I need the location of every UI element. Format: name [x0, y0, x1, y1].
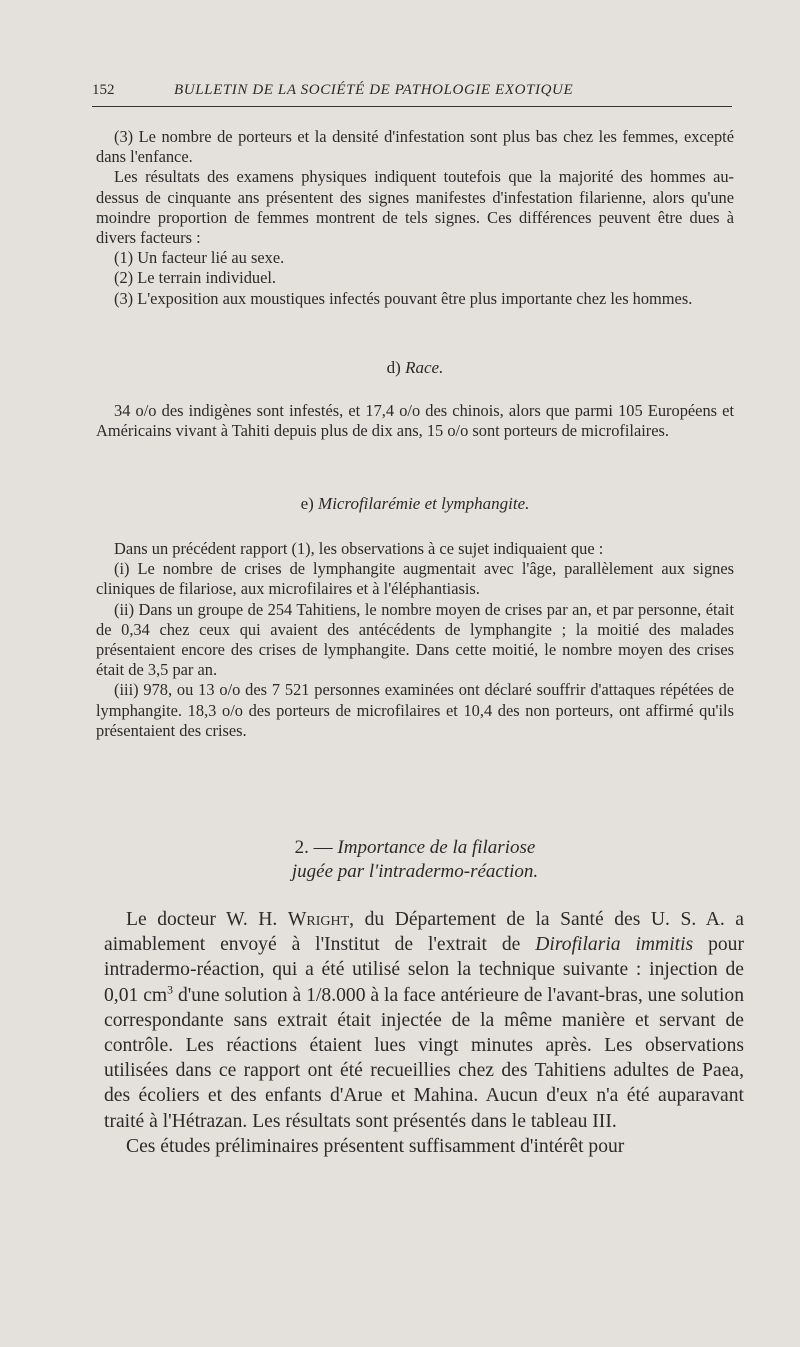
section-label: 2. — — [294, 837, 338, 858]
section-heading-2 — [96, 836, 734, 884]
section-d-body — [96, 401, 734, 441]
running-header — [92, 80, 732, 107]
paragraph: Dans un précédent rapport (1), les observations à ce sujet indiquaient que : — [114, 539, 604, 558]
text-run: , du Département de la Santé des U. S. A. a aimablement envoyé à l'Institut de l'extrait de — [104, 909, 744, 956]
heading-line — [96, 836, 734, 860]
section-2-body — [104, 907, 744, 1159]
paragraph: 34 o/o des indigènes sont infestés, et 17,4 o/o des chinois, alors que parmi 105 Européens et Américains vivant à Tahiti depuis plus de dix ans, 15 o/o sont porteurs de microfilaires. — [96, 401, 734, 441]
section-heading-d — [96, 358, 734, 378]
section-c-continuation — [96, 127, 734, 309]
heading-line — [96, 860, 734, 884]
section-heading-e — [96, 494, 734, 514]
text-run: Le docteur W. H. — [126, 909, 288, 930]
superscript: 3 — [167, 983, 174, 997]
list-item: (3) L'exposition aux moustiques infectés pouvant être plus importante chez les hommes. — [114, 288, 693, 308]
section-title: Race. — [405, 358, 444, 377]
paragraph: Ces études préliminaires présentent suffisamment d'intérêt pour — [126, 1135, 625, 1157]
paragraph — [104, 907, 744, 1134]
section-label: d) — [386, 358, 406, 377]
section-e-body — [96, 539, 734, 741]
list-item: (iii) 978, ou 13 o/o des 7 521 personnes examinées ont déclaré souffrir d'attaques répétées de lymphangite. 18,3 o/o des porteurs de microfilaires et 10,4 des non porteurs, ont affirmé qu'ils présentaient des crises. — [96, 680, 734, 740]
list-item: (ii) Dans un groupe de 254 Tahitiens, le nombre moyen de crises par an, et par personne, était de 0,34 chez ceux qui avaient des antécédents de lymphangite ; la moitié des malades présentaient encore des crises de lymphangite. Dans cette moitié, le nombre moyen des crises était de 3,5 par an. — [96, 599, 734, 680]
page-number: 152 — [92, 82, 115, 98]
list-item: (i) Le nombre de crises de lymphangite augmentait avec l'âge, parallèlement aux signes cliniques de filariose, aux microfilaires et à l'éléphantiasis. — [96, 559, 734, 599]
list-item: (1) Un facteur lié au sexe. — [114, 248, 285, 268]
list-item: (2) Le terrain individuel. — [114, 268, 277, 288]
journal-title: BULLETIN DE LA SOCIÉTÉ DE PATHOLOGIE EXOTIQUE — [174, 82, 574, 98]
heading-text: jugée par l'intradermo-réaction. — [291, 861, 539, 882]
text-run: d'une solution à 1/8.000 à la face antérieure de l'avant-bras, une solution correspondante sans extrait était injectée de la même manière et servant de contrôle. Les réactions étaient lues vingt minutes après. Les observations utilisées dans ce rapport ont été recueillies chez des Tahitiens adultes de Paea, des écoliers et des enfants d'Arue et Mahina. Aucun d'eux n'a été auparavant traité à l'Hétrazan. Les résultats sont présentés dans le tableau III. — [104, 984, 744, 1132]
paragraph: (3) Le nombre de porteurs et la densité d'infestation sont plus bas chez les femmes, excepté dans l'enfance. — [96, 127, 734, 167]
heading-text: Importance de la filariose — [337, 837, 536, 858]
paragraph: Les résultats des examens physiques indiquent toutefois que la majorité des hommes au-dessus de cinquante ans présentent des signes manifestes d'infestation filarienne, alors qu'une moindre proportion de femmes montrent de tels signes. Ces différences peuvent être dues à divers facteurs : — [96, 167, 734, 248]
species-name: Dirofilaria immitis — [535, 934, 694, 956]
section-title: Microfilarémie et lymphangite. — [318, 494, 530, 513]
text-run: pour intradermo-réaction, qui a été utilisé selon la technique suivante : injection de 0,01 cm — [104, 934, 744, 1006]
section-label: e) — [300, 494, 319, 513]
author-name: Wright — [287, 909, 350, 930]
